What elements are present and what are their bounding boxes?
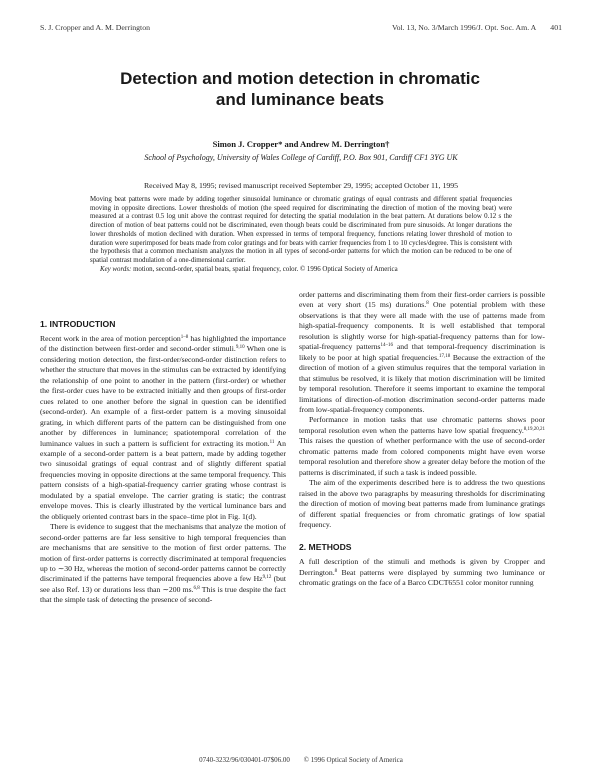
text-run: This is true despite the fact that the simple task of detecting the presence of second- xyxy=(40,584,286,605)
keywords-label: Key words: xyxy=(100,265,132,273)
methods-paragraph-1 xyxy=(299,557,545,588)
citation-ref: 8 xyxy=(426,301,429,307)
text-run: order patterns and discriminating them from their first-order carriers is possible even at very short (15 ms) durations. xyxy=(299,290,545,310)
citation-ref: 17,18 xyxy=(438,353,451,359)
keywords-line xyxy=(90,266,512,275)
abstract xyxy=(90,196,512,274)
text-run: Recent work in the area of motion perception xyxy=(40,334,181,343)
left-column xyxy=(40,318,286,606)
abstract-text: Moving beat patterns were made by adding together sinusoidal luminance or chromatic gratings of equal contrasts and different spatial frequencies moving in opposite directions. Lower thresholds of motion (the speed required for discriminating the direction of motion of the moving beat) were measured at a contrast 0.5 log unit above the contrast required for detecting the spatial modulation in the beat pattern. At durations below 0.12 s the direction of motion of beat patterns could not be discriminated, even though beats could be discriminated from pure sinusoids. At longer durations the lower thresholds of motion declined with duration. When expressed in terms of temporal frequency, functions relating lower threshold of motion to duration were superimposed for beats made from color gratings and for beats with carrier frequencies from 1 to 10 cycles/degree. This is consistent with the hypothesis that a common mechanism analyzes the motion in all types of second-order patterns for which the motion can be reduced to be one of spatial contrast modulation of a one-dimensional carrier. xyxy=(90,196,512,264)
running-head-journal: Vol. 13, No. 3/March 1996/J. Opt. Soc. Am. A xyxy=(391,23,537,32)
text-run: One potential problem with these observations is that they were all made with the use of patterns made from high-spatial-frequency components. It is well established that temporal resolution is slightly worse for high-spatial-frequency patterns than for low-spatial-frequency patterns xyxy=(299,300,546,352)
intro-paragraph-3 xyxy=(299,290,545,415)
page-number: 401 xyxy=(550,23,562,32)
author-affiliation: School of Psychology, University of Wales College of Cardiff, P.O. Box 901, Cardiff CF1 3YG UK xyxy=(144,153,458,162)
text-run: (but see also Ref. 13) or durations less than ∼200 ms. xyxy=(40,574,287,594)
footer-code: 0740-3232/96/030401-07$06.00 xyxy=(199,756,290,764)
intro-paragraph-1 xyxy=(40,334,286,522)
text-run: A full description of the stimuli and methods is given by Cropper and Derrington. xyxy=(299,557,545,577)
text-run: There is evidence to suggest that the mechanisms that analyze the motion of second-order patterns are far less sensitive to high temporal frequencies than are mechanisms that are sensitive to the motion of first order patterns. The motion of first-order patterns is correctly discriminated at temporal frequencies up to ∼30 Hz, whereas the motion of second-order patterns cannot be correctly discriminated if the patterns have temporal frequencies above a few Hz xyxy=(40,522,286,584)
intro-paragraph-2 xyxy=(40,522,286,606)
right-column xyxy=(299,290,545,589)
text-run: Performance in motion tasks that use chromatic patterns shows poor temporal resolution even when the patterns have low spatial frequency. xyxy=(299,415,545,435)
title-line-2: and luminance beats xyxy=(215,90,385,109)
citation-ref: 8,19,20,21 xyxy=(523,426,545,432)
page-footer xyxy=(40,755,562,765)
running-head-right xyxy=(378,22,562,34)
citation-ref: 9,12 xyxy=(262,575,272,581)
section-heading-methods: 2. METHODS xyxy=(299,542,352,553)
text-run: has highlighted the importance of the distinction between first-order and second-order stimuli. xyxy=(40,334,286,354)
article-title xyxy=(60,68,540,110)
keywords-text: motion, second-order, spatial beats, spatial frequency, color. xyxy=(133,265,299,273)
text-run: An example of a second-order pattern is a beat pattern, made by adding together two sinusoidal gratings of equal contrast and of slightly different spatial frequencies moving in opposite directions at the same temporal frequency. This pattern consists of a high-spatial-frequency carrier grating whose contrast is modulated by a spatial envelope. The carrier grating is static; the contrast envelope moves. This is clearly illustrated by the vertical luminance bars and the obliquely oriented contrast bars in the space–time plot in Fig. 1(d). xyxy=(40,438,286,521)
text-run: This raises the question of whether performance with the use of second-order chromatic patterns made from colored components might have even worse temporal resolution and therefore show a greater delay before the motion of the patterns is discriminated, if such a task is indeed possible. xyxy=(299,436,545,477)
author-list: Simon J. Cropper* and Andrew M. Derrington† xyxy=(212,139,390,149)
text-run: Beat patterns were displayed by summing two luminance or chromatic gratings on the face of a Barco CDCT6551 color monitor running xyxy=(299,567,545,588)
citation-ref: 11 xyxy=(269,439,275,445)
text-run: and that temporal-frequency discrimination is likely to be poor at high spatial frequencies. xyxy=(299,342,545,362)
citation-ref: 9,10 xyxy=(235,345,245,351)
text-run: Because the extraction of the direction of motion of a given stimulus requires that the temporal variation in that stimulus be resolved, it is likely that motion discrimination will be limited by temporal resolution. Therefore it seems important to examine the temporal limitations of direction-of-motion discrimination second-order patterns made from low-spatial-frequency components. xyxy=(299,352,545,414)
footer-copyright: © 1996 Optical Society of America xyxy=(303,756,403,764)
text-run: When one is considering motion detection, the first-order/second-order distinction refers to whether the structure that moves in the stimulus can be extracted by identifying the relationship of one point to another in the pattern (first-order) or whether the first-order cues have to be extracted initially and then groups of first-order cues related to one another before the signal in question can be identified (second-order). An example of a first-order pattern is a moving sinusoidal grating, in which different parts of the pattern can be distinguished from one another by differences in luminance; spatiotemporal correlation of the luminance values in such a pattern is sufficient for extracting its motion. xyxy=(40,344,286,448)
received-dates: Received May 8, 1995; revised manuscript received September 29, 1995; accepted October 11, 1995 xyxy=(143,181,459,190)
citation-ref: 8 xyxy=(334,568,338,574)
keywords-copyright: © 1996 Optical Society of America xyxy=(299,265,398,273)
section-heading-introduction: 1. INTRODUCTION xyxy=(40,319,116,329)
running-head-authors: S. J. Cropper and A. M. Derrington xyxy=(40,23,151,32)
title-line-1: Detection and motion detection in chromatic xyxy=(120,69,480,88)
citation-ref: 1–8 xyxy=(180,335,189,340)
citation-ref: 6,8 xyxy=(193,585,200,591)
intro-paragraph-5: The aim of the experiments described here is to address the two questions raised in the above two paragraphs by measuring thresholds for discriminating the direction of motion of moving beat patterns made from luminance gratings of different spatial frequencies or from chromatic gratings of low spatial frequency. xyxy=(299,478,545,529)
intro-paragraph-4 xyxy=(299,415,545,478)
citation-ref: 14–16 xyxy=(380,343,394,349)
running-head xyxy=(40,22,562,34)
